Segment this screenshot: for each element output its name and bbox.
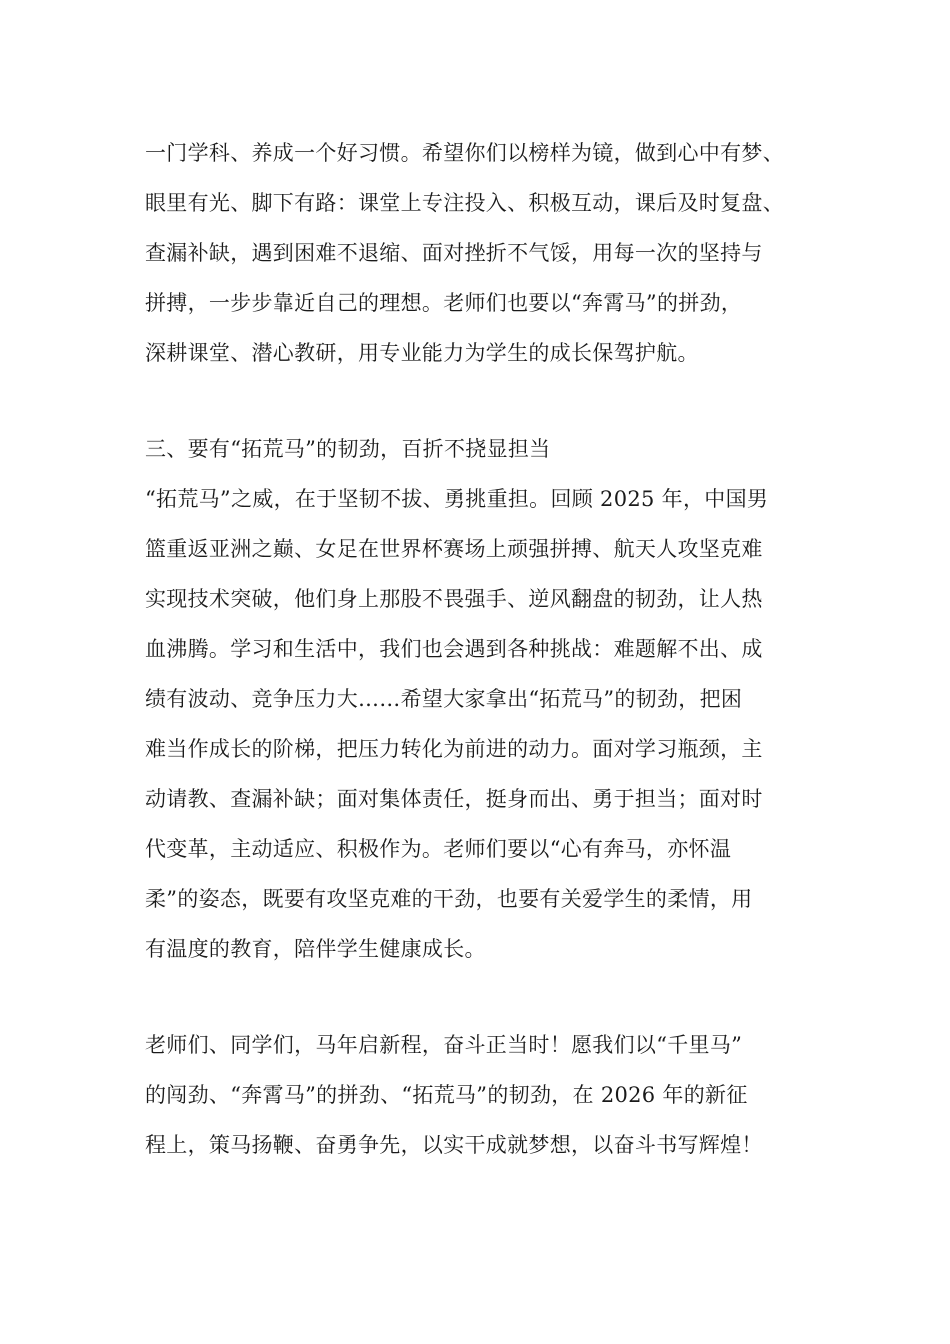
section-heading — [145, 424, 815, 474]
paragraph-line: 老师们、同学们，马年启新程，奋斗正当时！愿我们以“千里马” — [145, 1033, 743, 1057]
section-paragraph — [145, 474, 815, 974]
paragraph-line: “拓荒马”之威，在于坚韧不拔、勇挑重担。回顾 2025 年，中国男 — [145, 487, 769, 511]
paragraph-line: 动请教、查漏补缺；面对集体责任，挺身而出、勇于担当；面对时 — [145, 787, 763, 811]
paragraph-line: 绩有波动、竞争压力大……希望大家拿出“拓荒马”的韧劲，把困 — [145, 687, 743, 711]
paragraph-line: 血沸腾。学习和生活中，我们也会遇到各种挑战：难题解不出、成 — [145, 637, 763, 661]
paragraph-line: 深耕课堂、潜心教研，用专业能力为学生的成长保驾护航。 — [145, 341, 699, 365]
paragraph-line: 难当作成长的阶梯，把压力转化为前进的动力。面对学习瓶颈，主 — [145, 737, 763, 761]
paragraph-line: 实现技术突破，他们身上那股不畏强手、逆风翻盘的韧劲，让人热 — [145, 587, 763, 611]
paragraph-line: 篮重返亚洲之巅、女足在世界杯赛场上顽强拼搏、航天人攻坚克难 — [145, 537, 763, 561]
paragraph-continued — [145, 128, 815, 378]
paragraph-line: 眼里有光、脚下有路：课堂上专注投入、积极互动，课后及时复盘、 — [145, 191, 784, 215]
paragraph-line: 的闯劲、“奔霄马”的拼劲、“拓荒马”的韧劲，在 2026 年的新征 — [145, 1083, 748, 1107]
paragraph-line: 拼搏，一步步靠近自己的理想。老师们也要以“奔霄马”的拼劲， — [145, 291, 743, 315]
paragraph-line: 柔”的姿态，既要有攻坚克难的干劲，也要有关爱学生的柔情，用 — [145, 887, 753, 911]
paragraph-line: 代变革，主动适应、积极作为。老师们要以“心有奔马，亦怀温 — [145, 837, 732, 861]
paragraph-line: 一门学科、养成一个好习惯。希望你们以榜样为镜，做到心中有梦、 — [145, 141, 784, 165]
paragraph-line: 查漏补缺，遇到困难不退缩、面对挫折不气馁，用每一次的坚持与 — [145, 241, 763, 265]
paragraph-line: 程上，策马扬鞭、奋勇争先，以实干成就梦想，以奋斗书写辉煌！ — [145, 1133, 763, 1157]
paragraph-line: 有温度的教育，陪伴学生健康成长。 — [145, 937, 486, 961]
section-heading-text: 三、要有“拓荒马”的韧劲，百折不挠显担当 — [145, 437, 551, 461]
closing-paragraph — [145, 1020, 815, 1170]
